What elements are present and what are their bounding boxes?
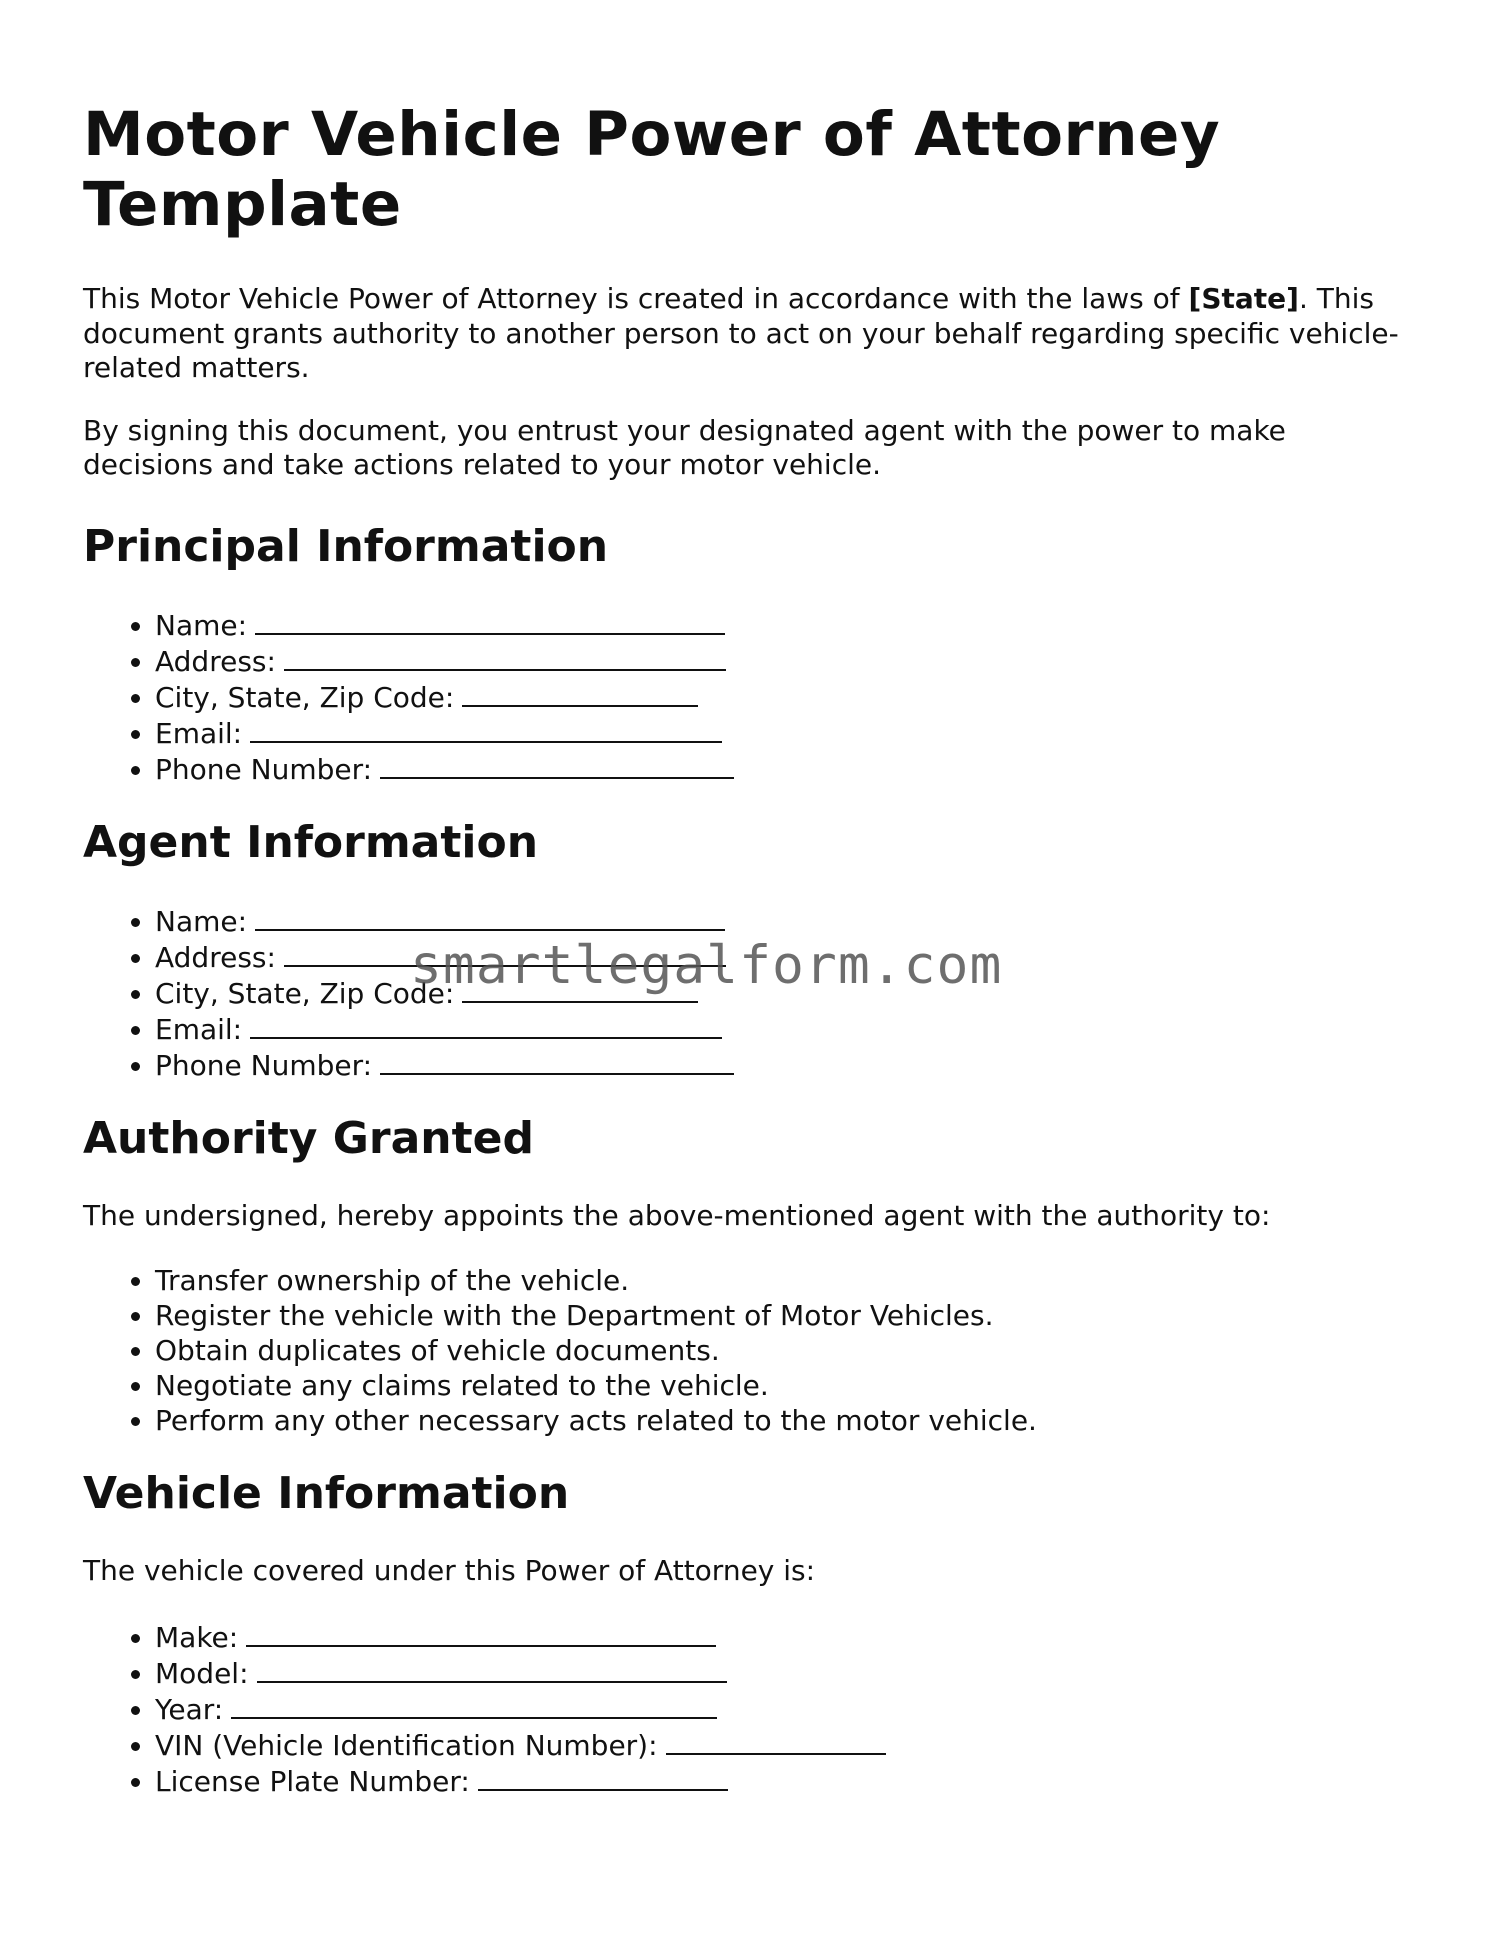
- authority-heading: Authority Granted: [83, 1112, 534, 1164]
- list-item: • Perform any other necessary acts related to the motor vehicle.: [155, 1403, 1413, 1438]
- vin-blank-line[interactable]: [666, 1727, 886, 1755]
- list-item: [155, 903, 1413, 939]
- phone-blank-line[interactable]: [380, 751, 734, 779]
- intro-paragraph-2: By signing this document, you entrust your designated agent with the power to make decisions and take actions related to your motor vehicle.: [83, 413, 1286, 481]
- field-label: City, State, Zip Code:: [155, 680, 455, 714]
- authority-intro: The undersigned, hereby appoints the above-mentioned agent with the authority to:: [83, 1198, 1271, 1232]
- make-blank-line[interactable]: [246, 1619, 716, 1647]
- address-blank-line[interactable]: [284, 939, 726, 967]
- list-item: [155, 1619, 1413, 1655]
- list-item: [155, 1691, 1413, 1727]
- list-item: [155, 1655, 1413, 1691]
- name-blank-line[interactable]: [255, 607, 725, 635]
- list-item: [155, 715, 1413, 751]
- state-placeholder: [State]: [1188, 282, 1299, 315]
- principal-heading: Principal Information: [83, 520, 609, 572]
- list-item: [155, 607, 1413, 643]
- email-blank-line[interactable]: [250, 1011, 722, 1039]
- page-title: Motor Vehicle Power of Attorney Template: [83, 99, 1221, 240]
- field-label: Address:: [155, 644, 276, 678]
- intro-text-end: . This document grants authority to another person to act on your behalf regarding specific vehicle-related matters.: [83, 282, 1399, 384]
- field-label: Name:: [155, 904, 248, 938]
- agent-fields-list: [83, 903, 1413, 1083]
- field-label: Phone Number:: [155, 1048, 373, 1082]
- field-label: VIN (Vehicle Identification Number):: [155, 1728, 658, 1762]
- field-label: Year:: [155, 1692, 224, 1726]
- list-item: [155, 939, 1413, 975]
- model-blank-line[interactable]: [257, 1655, 727, 1683]
- intro-paragraph-1: [83, 282, 1413, 386]
- vehicle-heading: Vehicle Information: [83, 1468, 570, 1519]
- watermark: smartlegalform.com: [410, 935, 1003, 996]
- document-page: [83, 100, 1413, 1799]
- license-plate-blank-line[interactable]: [478, 1763, 728, 1791]
- list-item: [155, 975, 1413, 1011]
- field-label: Make:: [155, 1620, 239, 1654]
- list-item: [155, 643, 1413, 679]
- address-blank-line[interactable]: [284, 643, 726, 671]
- phone-blank-line[interactable]: [380, 1047, 734, 1075]
- vehicle-intro: The vehicle covered under this Power of Attorney is:: [83, 1554, 816, 1587]
- email-blank-line[interactable]: [250, 715, 722, 743]
- list-item: [155, 751, 1413, 787]
- field-label: Phone Number:: [155, 752, 373, 786]
- name-blank-line[interactable]: [255, 903, 725, 931]
- list-item: • Register the vehicle with the Department of Motor Vehicles.: [155, 1298, 1413, 1333]
- list-item: • Obtain duplicates of vehicle documents.: [155, 1333, 1413, 1368]
- field-label: Model:: [155, 1656, 249, 1690]
- city-state-zip-blank-line[interactable]: [462, 679, 698, 707]
- field-label: Name:: [155, 608, 248, 642]
- list-item: • Transfer ownership of the vehicle.: [155, 1263, 1413, 1298]
- list-item: [155, 1047, 1413, 1083]
- list-item: [155, 1011, 1413, 1047]
- field-label: License Plate Number:: [155, 1764, 470, 1798]
- intro-text-start: This Motor Vehicle Power of Attorney is created in accordance with the laws of: [83, 282, 1189, 315]
- field-label: Email:: [155, 1012, 243, 1046]
- agent-heading: Agent Information: [83, 816, 539, 868]
- field-label: Email:: [155, 716, 243, 750]
- authority-list: [83, 1263, 1413, 1438]
- vehicle-fields-list: [83, 1619, 1413, 1799]
- list-item: [155, 1763, 1413, 1799]
- list-item: [155, 679, 1413, 715]
- list-item: [155, 1727, 1413, 1763]
- field-label: Address:: [155, 940, 276, 974]
- list-item: • Negotiate any claims related to the vehicle.: [155, 1368, 1413, 1403]
- year-blank-line[interactable]: [231, 1691, 717, 1719]
- principal-fields-list: [83, 607, 1413, 787]
- field-label: City, State, Zip Code:: [155, 976, 455, 1010]
- city-state-zip-blank-line[interactable]: [462, 975, 698, 1003]
